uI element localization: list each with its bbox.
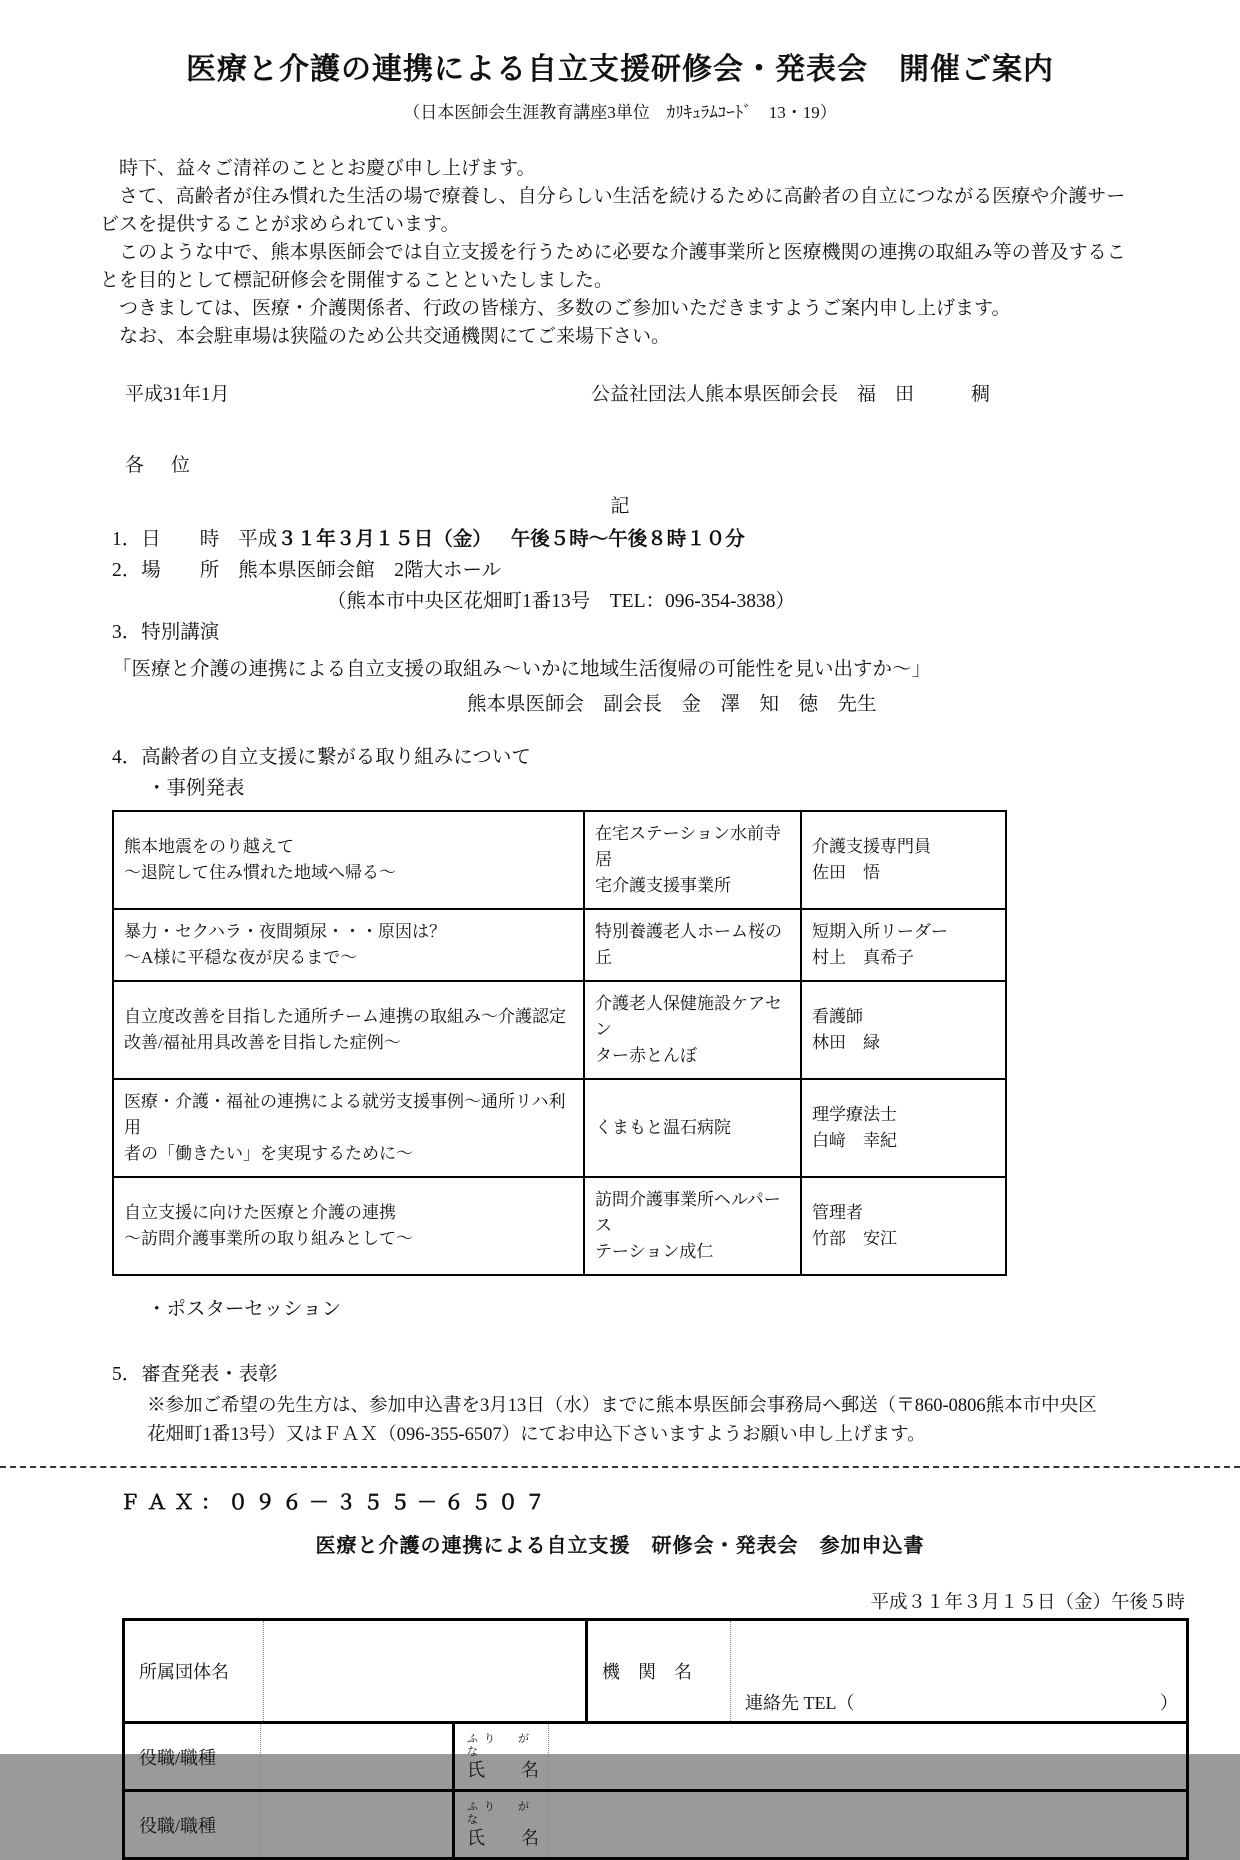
agenda-list [112, 524, 1140, 804]
greeting-paragraph-5: なお、本会駐車場は狭隘のため公共交通機関にてご来場下さい。 [100, 326, 671, 347]
furigana-label: ふり がな [467, 1732, 535, 1758]
case-presenter-cell: 看護師 林田 緑 [801, 981, 1006, 1079]
agenda-item-3-label: 3．特別講演 [112, 622, 220, 643]
position-label-cell: 役職/職種 [125, 1724, 261, 1789]
agenda-item-2-value: 熊本県医師会館 2階大ホール [238, 560, 502, 581]
case-org-cell: 介護老人保健施設ケアセン ター赤とんぼ [584, 981, 801, 1079]
greeting-paragraph-4: つきましては、医療・介護関係者、行政の皆様方、多数のご参加いただきますようご案内申し上げます。 [100, 298, 1011, 319]
table-row [113, 981, 1006, 1079]
form-row-attendee-1 [125, 1721, 1186, 1789]
name-label-cell [452, 1724, 549, 1789]
form-row-organization [125, 1621, 1186, 1721]
agenda-item-1-time: 午後５時～午後８時１０分 [510, 529, 745, 550]
agenda-item-1-date: ３１年３月１５日（金） [277, 529, 492, 550]
organization-input-cell [731, 1621, 1192, 1721]
cut-line-divider [0, 1466, 1240, 1468]
case-presenter-cell: 理学療法士 白﨑 幸紀 [801, 1079, 1006, 1177]
case-org-cell: 訪問介護事業所ヘルパース テーション成仁 [584, 1177, 801, 1275]
venue-address: （熊本市中央区花畑町1番13号 TEL：096-354-3838） [327, 591, 795, 612]
table-row [113, 811, 1006, 909]
case-org-cell: 在宅ステーション水前寺居 宅介護支援事業所 [584, 811, 801, 909]
application-form-table [122, 1618, 1189, 1860]
case-presenter-cell: 短期入所リーダー 村上 真希子 [801, 909, 1006, 981]
fax-number: ＦＡＸ：０９６－３５５－６５０７ [120, 1492, 552, 1514]
issue-date: 平成31年1月 [125, 384, 230, 405]
tel-line [745, 1689, 1178, 1715]
agenda-item-2-label: 2．場 所 [112, 560, 220, 581]
furigana-label: ふり がな [467, 1800, 535, 1826]
position-input-cell [261, 1724, 452, 1789]
signature: 公益社団法人熊本県医師会長 福 田 稠 [590, 384, 990, 405]
application-note: ※参加ご希望の先生方は、参加申込書を3月13日（水）までに熊本県医師会事務局へ郵送（〒860-0806熊本市中央区花畑町1番13号）又はＦＡＸ（096-355-6507）にてお申込下さいますようお願い申し上げます。 [147, 1396, 1097, 1445]
name-input-cell [549, 1724, 1192, 1789]
name-label: 氏 名 [467, 1827, 539, 1848]
case-presentation-table [112, 810, 1007, 1276]
name-input-cell [549, 1792, 1192, 1857]
position-input-cell [261, 1792, 452, 1857]
greeting-paragraph-2: さて、高齢者が住み慣れた生活の場で療養し、自分らしい生活を続けるために高齢者の自立につながる医療や介護サービスを提供することが求められています。 [100, 186, 1126, 235]
case-topic-cell: 暴力・セクハラ・夜間頻尿・・・原因は？ ～A様に平穏な夜が戻るまで～ [113, 909, 584, 981]
table-row [113, 1079, 1006, 1177]
case-presenter-cell: 介護支援専門員 佐田 悟 [801, 811, 1006, 909]
affiliation-label-cell: 所属団体名 [125, 1621, 264, 1721]
doc-subtitle: （日本医師会生涯教育講座3単位 ｶﾘｷｭﾗﾑｺｰﾄﾞ 13・19） [403, 103, 837, 122]
tel-input-space [855, 1689, 1161, 1715]
name-label: 氏 名 [467, 1759, 539, 1780]
case-topic-cell: 自立支援に向けた医療と介護の連携 ～訪問介護事業所の取り組みとして～ [113, 1177, 584, 1275]
doc-title: 医療と介護の連携による自立支援研修会・発表会 開催ご案内 [186, 53, 1054, 86]
agenda-item-1-label: 1．日 時 [112, 529, 220, 550]
position-label-cell: 役職/職種 [125, 1792, 261, 1857]
signature-row [100, 379, 1140, 406]
table-row [113, 909, 1006, 981]
case-org-cell: くまもと温石病院 [584, 1079, 801, 1177]
agenda-item-2 [112, 555, 1140, 586]
tel-close-paren: ） [1160, 1693, 1178, 1713]
greeting-paragraph-1: 時下、益々ご清祥のこととお慶び申し上げます。 [100, 158, 536, 179]
lecture-speaker: 熊本県医師会 副会長 金 澤 知 徳 先生 [467, 694, 877, 715]
case-topic-cell: 医療・介護・福祉の連携による就労支援事例～通所リハ利用 者の「働きたい」を実現するために～ [113, 1079, 584, 1177]
affiliation-input-cell [264, 1621, 585, 1721]
case-topic-cell: 熊本地震をのり越えて ～退院して住み慣れた地域へ帰る～ [113, 811, 584, 909]
greeting-block [100, 155, 1140, 351]
name-label-cell [452, 1792, 549, 1857]
tel-label: 連絡先 TEL（ [745, 1693, 855, 1713]
agenda-item-1 [112, 524, 1140, 555]
poster-session-bullet: ・ポスターセッション [147, 1299, 342, 1320]
agenda-item-5-label: 5．審査発表・表彰 [112, 1364, 278, 1385]
application-form-title: 医療と介護の連携による自立支援 研修会・発表会 参加申込書 [315, 1535, 925, 1557]
case-topic-cell: 自立度改善を目指した通所チーム連携の取組み～介護認定 改善/福祉用具改善を目指した症例～ [113, 981, 584, 1079]
event-datetime: 平成３１年３月１５日（金）午後５時 [870, 1593, 1185, 1613]
organization-label-cell: 機 関 名 [585, 1621, 731, 1721]
form-row-attendee-2 [125, 1789, 1186, 1857]
greeting-paragraph-3: このような中で、熊本県医師会では自立支援を行うために必要な介護事業所と医療機関の連携の取組み等の普及することを目的として標記研修会を開催することといたしました。 [100, 242, 1126, 291]
table-row [113, 1177, 1006, 1275]
lecture-title: 「医療と介護の連携による自立支援の取組み～いかに地域生活復帰の可能性を見い出すか～」 [112, 659, 932, 680]
agenda-item-1-era: 平成 [238, 529, 278, 550]
addressee: 各 位 [125, 455, 195, 476]
case-presentation-bullet: ・事例発表 [147, 778, 245, 799]
case-presenter-cell: 管理者 竹部 安江 [801, 1177, 1006, 1275]
agenda-item-4-label: 4．高齢者の自立支援に繋がる取り組みについて [112, 747, 531, 768]
case-org-cell: 特別養護老人ホーム桜の丘 [584, 909, 801, 981]
record-mark: 記 [610, 496, 630, 517]
